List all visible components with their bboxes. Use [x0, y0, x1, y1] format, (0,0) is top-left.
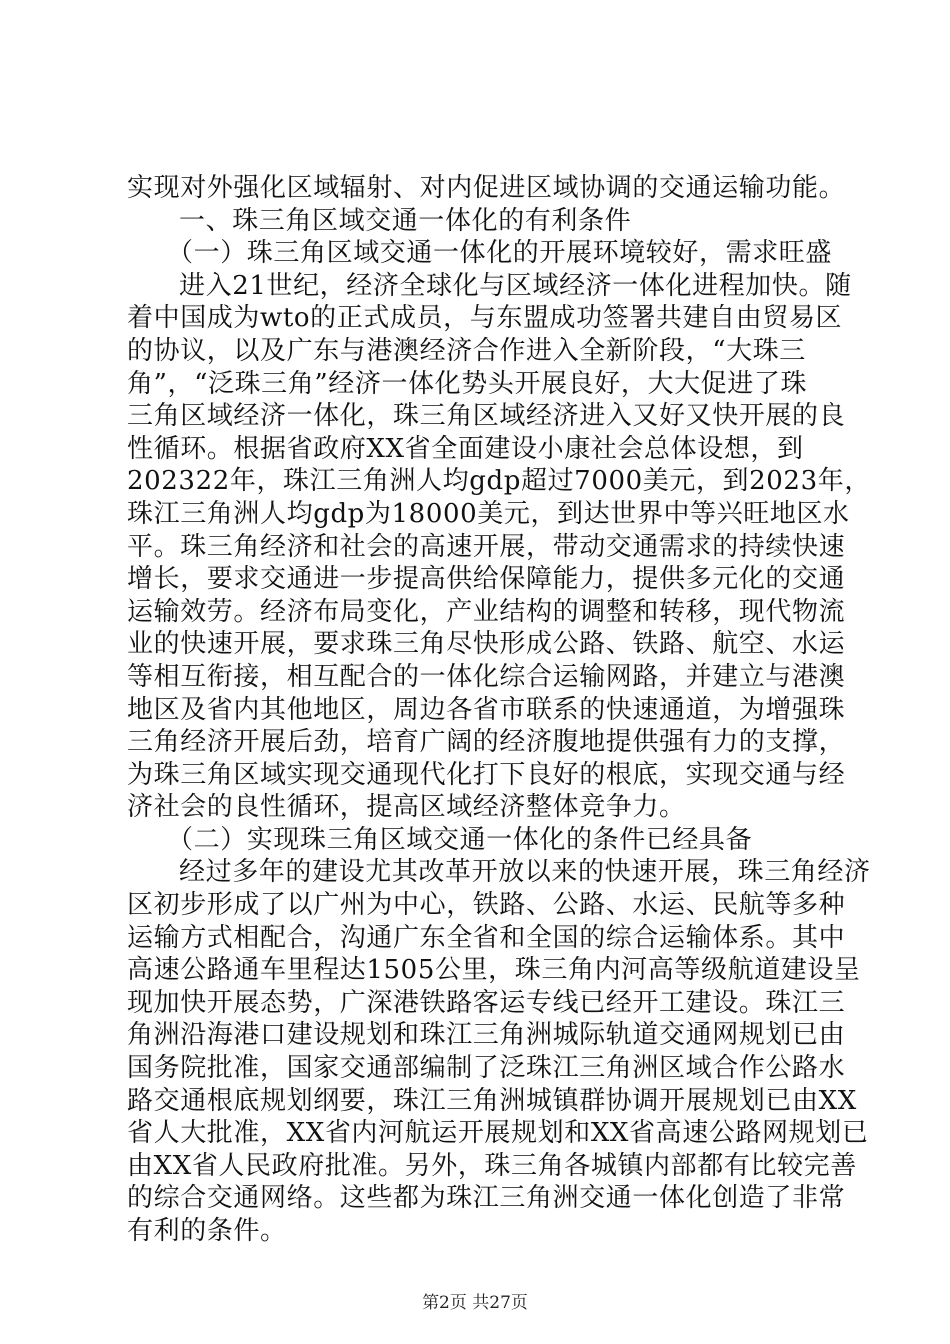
text-line: 区初步形成了以广州为中心，铁路、公路、水运、民航等多种 — [127, 890, 846, 921]
text-line: 的综合交通网络。这些都为珠江三角洲交通一体化创造了非常 — [127, 1183, 846, 1214]
text-line: 三角区域经济一体化，珠三角区域经济进入又好又快开展的良 — [127, 401, 846, 432]
text-line: 运输方式相配合，沟通广东全省和全国的综合运输体系。其中 — [127, 922, 846, 953]
text-line: 为珠三角区域实现交通现代化打下良好的根底，实现交通与经 — [127, 759, 846, 790]
text-line: 三角经济开展后劲，培育广阔的经济腹地提供强有力的支撑， — [127, 727, 846, 758]
text-line: 进入21世纪，经济全球化与区域经济一体化进程加快。随 — [179, 270, 852, 301]
page-indicator: 第2页 共27页 — [422, 1293, 528, 1313]
text-line: 运输效劳。经济布局变化，产业结构的调整和转移，现代物流 — [127, 596, 846, 627]
text-line: 角”，“泛珠三角”经济一体化势头开展良好，大大促进了珠 — [127, 368, 808, 399]
text-line: 国务院批准，国家交通部编制了泛珠江三角洲区域合作公路水 — [127, 1053, 846, 1084]
text-line: 地区及省内其他地区，周边各省市联系的快速通道，为增强珠 — [127, 694, 846, 725]
text-line: 济社会的良性循环，提高区域经济整体竞争力。 — [127, 792, 686, 823]
text-line: 由XX省人民政府批准。另外，珠三角各城镇内部都有比较完善 — [127, 1150, 857, 1181]
text-line: 202322年，珠江三角洲人均gdp超过7000美元，到2023年， — [127, 466, 871, 497]
text-line: 有利的条件。 — [127, 1216, 287, 1246]
text-line: 着中国成为wto的正式成员，与东盟成功签署共建自由贸易区 — [127, 303, 843, 334]
document-body — [127, 172, 871, 1248]
page-footer — [0, 1288, 950, 1313]
text-line: 现加快开展态势，广深港铁路客运专线已经开工建设。珠江三 — [127, 987, 846, 1018]
text-line: 珠江三角洲人均gdp为18000美元，到达世界中等兴旺地区水 — [127, 498, 850, 529]
text-line: 性循环。根据省政府XX省全面建设小康社会总体设想，到 — [127, 433, 804, 464]
text-line: 经过多年的建设尤其改革开放以来的快速开展，珠三角经济 — [179, 857, 871, 888]
text-line: 平。珠三角经济和社会的高速开展，带动交通需求的持续快速 — [127, 531, 846, 562]
text-line: 实现对外强化区域辐射、对内促进区域协调的交通运输功能。 — [127, 173, 846, 203]
subsection-heading-1: （一）珠三角区域交通一体化的开展环境较好，需求旺盛 — [167, 238, 833, 269]
subsection-heading-2: （二）实现珠三角区域交通一体化的条件已经具备 — [167, 824, 753, 855]
text-line: 的协议，以及广东与港澳经济合作进入全新阶段，“大珠三 — [127, 335, 806, 366]
text-line: 角洲沿海港口建设规划和珠江三角洲城际轨道交通网规划已由 — [127, 1020, 846, 1051]
text-line: 增长，要求交通进一步提高供给保障能力，提供多元化的交通 — [127, 564, 846, 595]
text-line: 省人大批准，XX省内河航运开展规划和XX省高速公路网规划已 — [127, 1118, 869, 1149]
text-line: 业的快速开展，要求珠三角尽快形成公路、铁路、航空、水运 — [127, 629, 846, 660]
text-line: 等相互衔接，相互配合的一体化综合运输网路，并建立与港澳 — [127, 661, 846, 692]
text-line: 路交通根底规划纲要，珠江三角洲城镇群协调开展规划已由XX — [127, 1085, 857, 1116]
text-line: 高速公路通车里程达1505公里，珠三角内河高等级航道建设呈 — [127, 955, 861, 986]
section-heading-1: 一、珠三角区域交通一体化的有利条件 — [179, 205, 632, 236]
